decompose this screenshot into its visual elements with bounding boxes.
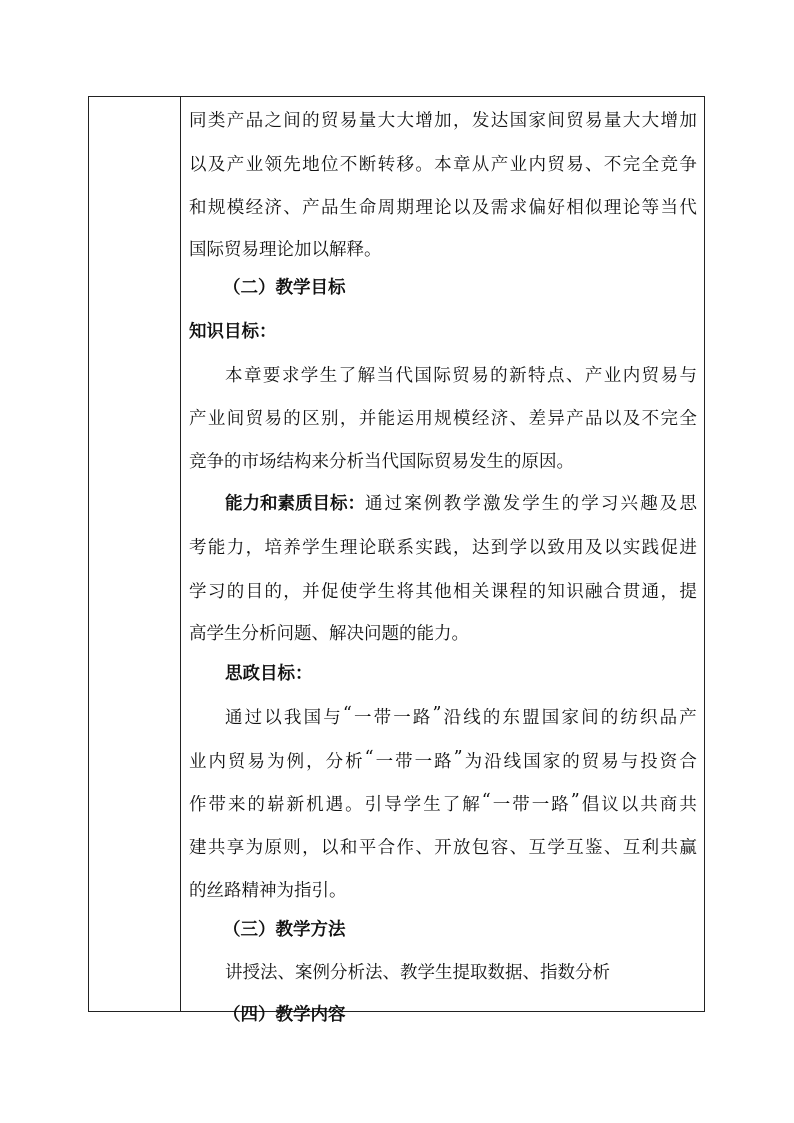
paragraph-line: 的丝路精神为指引。 (189, 881, 347, 901)
paragraph-line: 通 过 以 我 国 与 “ 一 带 一 路 ” 沿 线 的 东 盟 国 家 间 的 纺 织 品 产 (225, 704, 697, 728)
ability-goal-label: 能力和素质目标： (225, 494, 365, 514)
methods-text: 讲授法、案例分析法、教学生提取数据、指数分析 (225, 963, 610, 983)
paragraph-line: 业 内 贸 易 为 例 ， 分 析 “ 一 带 一 路 ” 为 沿 线 国 家 的 贸 易 与 投 资 合 (189, 748, 697, 772)
section-heading-content: （四）教学内容 (223, 1005, 346, 1025)
paragraph-line: 建 共 享 为 原 则 ， 以 和 平 合 作 、 开 放 包 容 、 互 学 互 鉴 、 互 利 共 赢 (189, 838, 697, 858)
ideology-goal-label: 思政目标： (225, 664, 313, 684)
section-heading-methods: （三）教学方法 (223, 920, 346, 940)
paragraph-line: 竞争的市场结构来分析当代国际贸易发生的原因。 (189, 452, 574, 472)
paragraph-line: 考 能 力 ， 培 养 学 生 理 论 联 系 实 践 ， 达 到 学 以 致 用 及 以 实 践 促 进 (189, 538, 697, 558)
paragraph-line: 学 习 的 目 的 ， 并 促 使 学 生 将 其 他 相 关 课 程 的 知 识 融 合 贯 通 ， 提 (189, 582, 697, 602)
paragraph-line: 同 类 产 品 之 间 的 贸 易 量 大 大 增 加 ， 发 达 国 家 间 贸 易 量 大 大 增 加 (189, 111, 697, 131)
paragraph-line: 以 及 产 业 领 先 地 位 不 断 转 移 。 本 章 从 产 业 内 贸 易 、 不 完 全 竞 争 (189, 155, 697, 175)
paragraph-line: 本 章 要 求 学 生 了 解 当 代 国 际 贸 易 的 新 特 点 、 产 业 内 贸 易 与 (225, 366, 697, 386)
section-heading-goals: （二）教学目标 (223, 278, 346, 298)
paragraph-line: 作 带 来 的 崭 新 机 遇 。 引 导 学 生 了 解 “ 一 带 一 路 ” 倡 议 以 共 商 共 (189, 791, 697, 815)
knowledge-goal-label: 知识目标： (189, 322, 277, 342)
paragraph-line: 国际贸易理论加以解释。 (189, 240, 382, 260)
column-divider (180, 97, 181, 1011)
ability-goal-text: 通 过 案 例 教 学 激 发 学 生 的 学 习 兴 趣 及 思 (365, 494, 697, 514)
paragraph-line: 产 业 间 贸 易 的 区 别 ， 并 能 运 用 规 模 经 济 、 差 异 产 品 以 及 不 完 全 (189, 409, 697, 429)
paragraph-line: 高学生分析问题、解决问题的能力。 (189, 624, 469, 644)
ability-goal-line (225, 490, 697, 515)
document-table (88, 96, 705, 1025)
paragraph-line: 和 规 模 经 济 、 产 品 生 命 周 期 理 论 以 及 需 求 偏 好 相 似 理 论 等 当 代 (189, 198, 697, 218)
